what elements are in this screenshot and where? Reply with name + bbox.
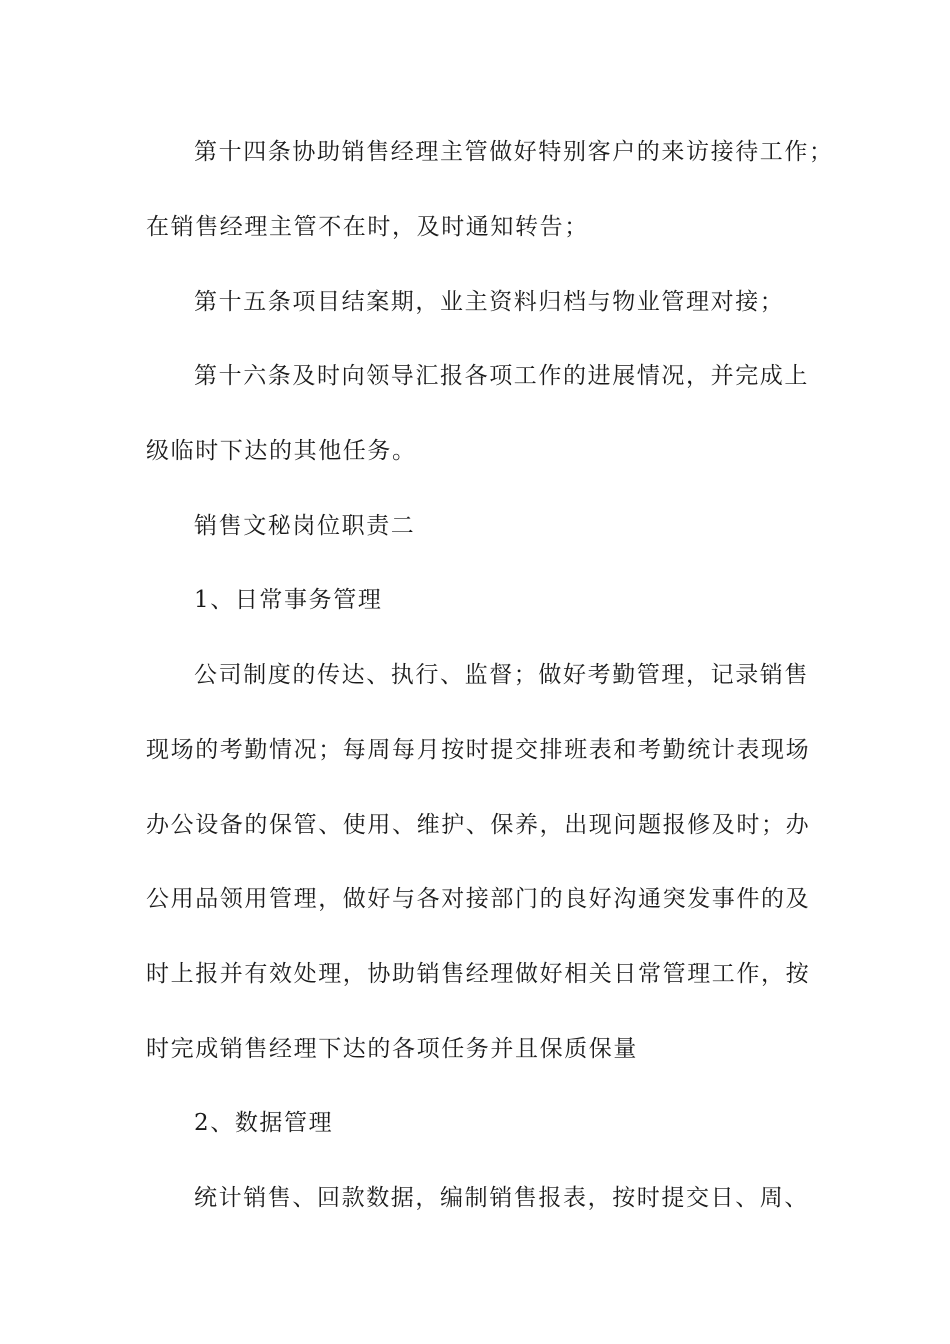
subsection-heading: 2、数据管理 [194,1110,334,1136]
paragraph-line: 第十六条及时向领导汇报各项工作的进展情况，并完成上 [194,363,809,389]
paragraph-line: 公用品领用管理，做好与各对接部门的良好沟通突发事件的及 [146,886,811,912]
paragraph-line: 第十五条项目结案期，业主资料归档与物业管理对接； [194,289,785,315]
paragraph-line: 公司制度的传达、执行、监督；做好考勤管理，记录销售 [194,662,809,688]
paragraph-line: 在销售经理主管不在时，及时通知转告； [146,214,589,240]
paragraph-line: 现场的考勤情况；每周每月按时提交排班表和考勤统计表现场 [146,737,811,763]
paragraph-line: 办公设备的保管、使用、维护、保养，出现问题报修及时；办 [146,812,811,838]
section-heading: 销售文秘岗位职责二 [194,513,416,539]
paragraph-line: 时上报并有效处理，协助销售经理做好相关日常管理工作，按 [146,961,811,987]
subsection-heading: 1、日常事务管理 [194,587,383,613]
paragraph-line: 级临时下达的其他任务。 [146,438,417,464]
paragraph-line: 统计销售、回款数据，编制销售报表，按时提交日、周、 [194,1185,809,1211]
paragraph-line: 第十四条协助销售经理主管做好特别客户的来访接待工作； [194,139,834,165]
paragraph-line: 时完成销售经理下达的各项任务并且保质保量 [146,1036,638,1062]
